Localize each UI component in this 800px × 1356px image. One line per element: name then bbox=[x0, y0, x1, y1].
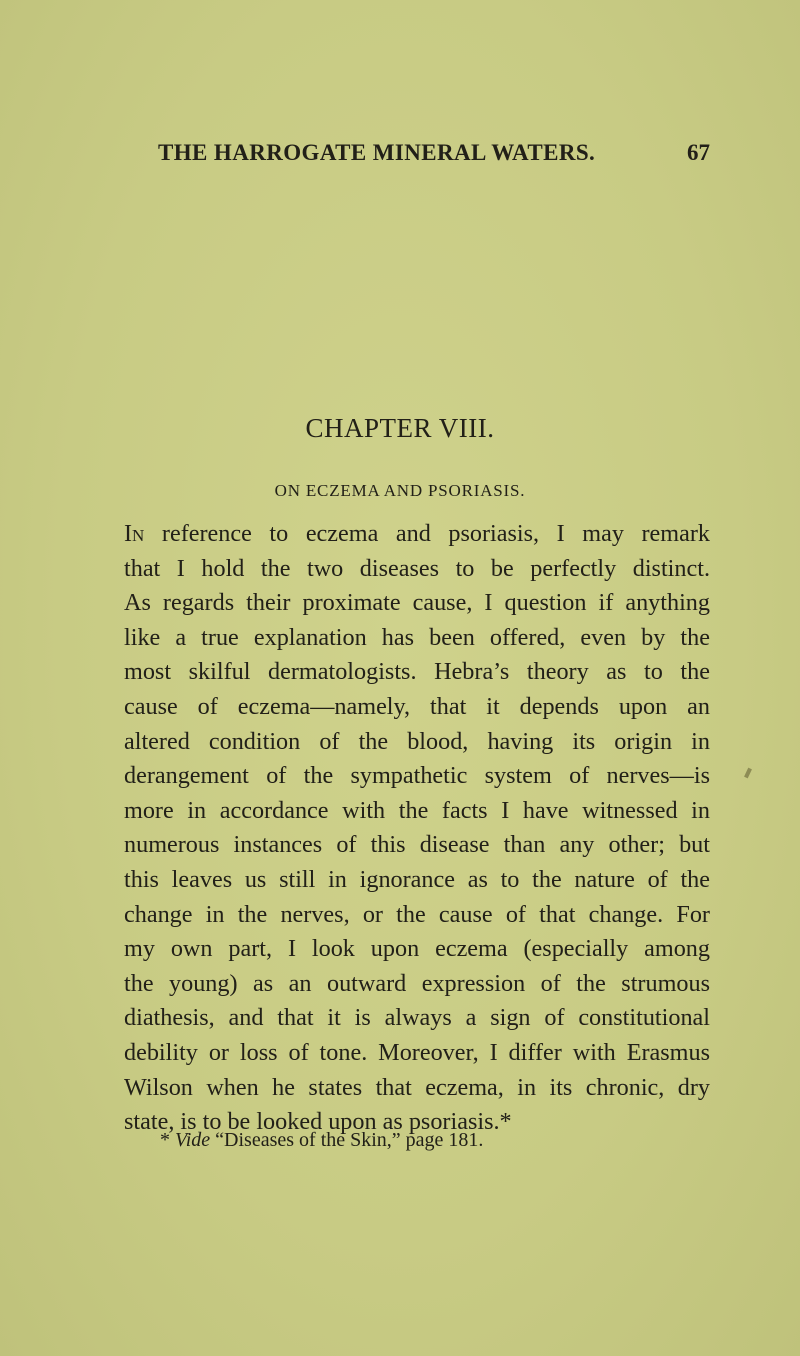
body-line: cause of eczema—namely, that it depends upon an bbox=[124, 692, 710, 720]
body-line: altered condition of the blood, having its origin in bbox=[124, 727, 710, 755]
running-title: THE HARROGATE MINERAL WATERS. bbox=[158, 140, 596, 165]
body-line: state, is to be looked upon as psoriasis.* bbox=[124, 1108, 512, 1136]
page-number: 67 bbox=[687, 140, 710, 165]
body-line: Wilson when he states that eczema, in its chronic, dry bbox=[124, 1073, 710, 1101]
body-line: my own part, I look upon eczema (especially among bbox=[124, 935, 710, 963]
margin-speck bbox=[744, 768, 752, 779]
body-line: diathesis, and that it is always a sign of constitutional bbox=[124, 1004, 710, 1032]
body-line bbox=[124, 517, 710, 552]
body-line: As regards their proximate cause, I question if anything bbox=[124, 589, 710, 617]
body-line: most skilful dermatologists. Hebra’s theory as to the bbox=[124, 658, 710, 686]
body-line: that I hold the two diseases to be perfectly distinct. bbox=[124, 554, 710, 582]
body-line-text: reference to eczema and psoriasis, I may remark bbox=[144, 520, 710, 547]
body-paragraph bbox=[124, 517, 710, 1140]
opening-word: In bbox=[124, 520, 145, 547]
footnote-vide: Vide bbox=[175, 1129, 211, 1151]
body-line: debility or loss of tone. Moreover, I differ with Erasmus bbox=[124, 1038, 710, 1066]
body-line: change in the nerves, or the cause of that change. For bbox=[124, 900, 710, 928]
footnote bbox=[160, 1129, 720, 1152]
running-head bbox=[158, 140, 710, 174]
body-line: more in accordance with the facts I have witnessed in bbox=[124, 796, 710, 824]
body-line: derangement of the sympathetic system of nerves—is bbox=[124, 762, 710, 790]
chapter-heading: CHAPTER VIII. bbox=[305, 413, 495, 443]
footnote-text: “Diseases of the Skin,” page 181. bbox=[210, 1129, 484, 1151]
chapter-subtitle: ON ECZEMA AND PSORIASIS. bbox=[274, 481, 526, 500]
body-line: like a true explanation has been offered, even by the bbox=[124, 623, 710, 651]
body-line: numerous instances of this disease than any other; but bbox=[124, 831, 710, 859]
footnote-marker: * bbox=[160, 1129, 175, 1151]
body-line: the young) as an outward expression of the strumous bbox=[124, 969, 710, 997]
body-line: this leaves us still in ignorance as to the nature of the bbox=[124, 865, 710, 893]
